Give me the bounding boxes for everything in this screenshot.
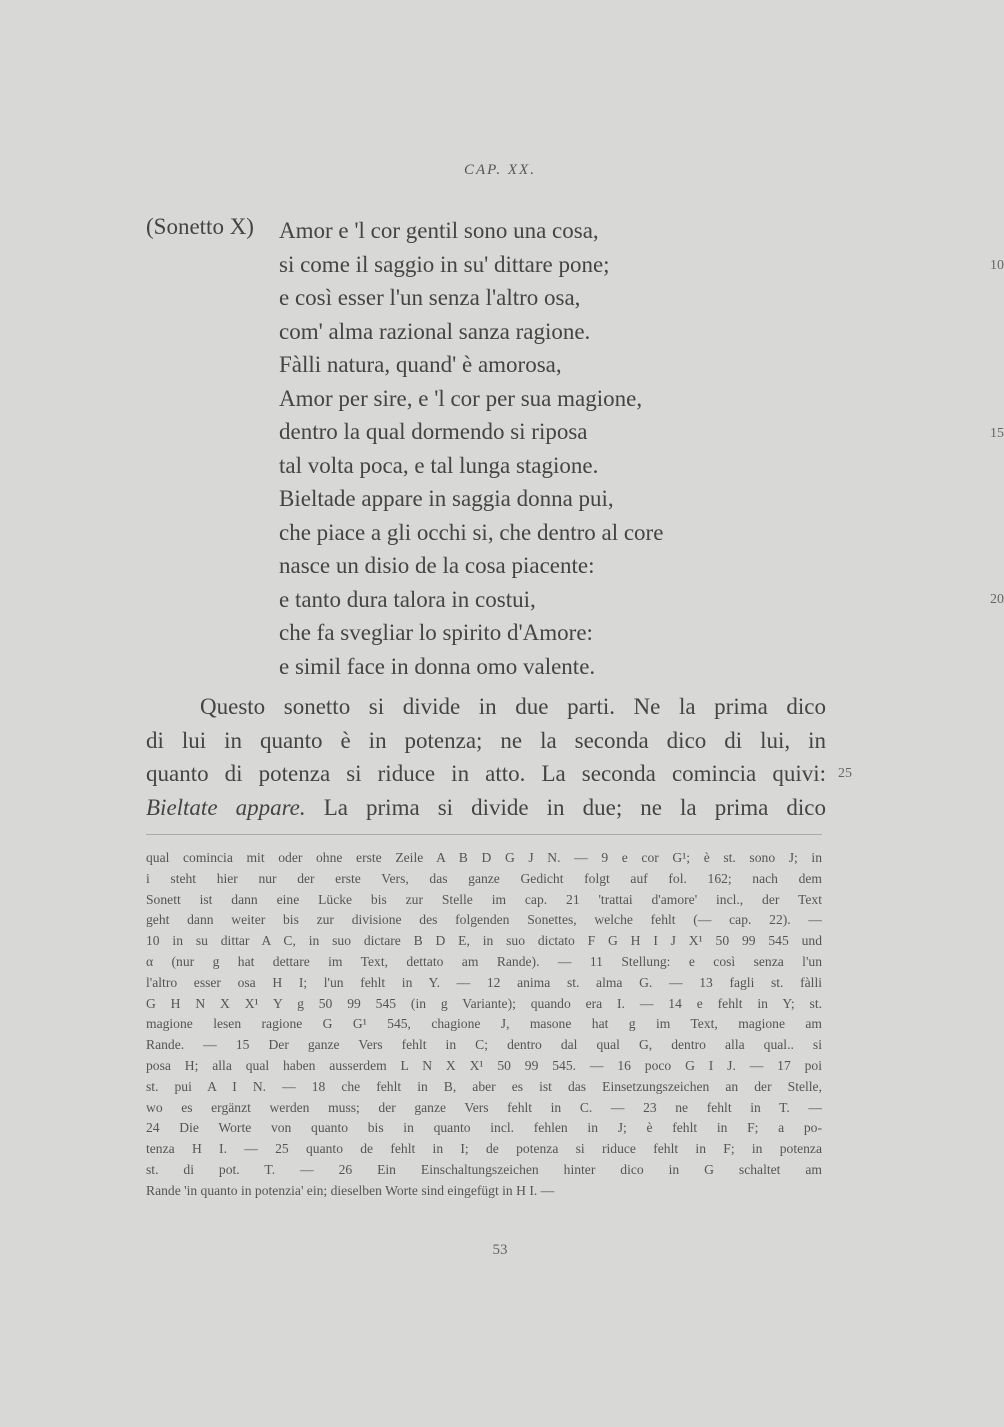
prose-line: Bieltate appare. La prima si divide in due; ne la prima dico — [146, 794, 826, 820]
verse-line: si come il saggio in su' dittare pone; — [279, 251, 610, 277]
verse-line: Amor per sire, e 'l cor per sua magione, — [279, 385, 643, 411]
prose-line: quanto di potenza si riduce in atto. La seconda comincia quivi: — [146, 761, 826, 786]
prose-paragraph — [146, 690, 826, 824]
verse-line: dentro la qual dormendo si riposa — [279, 419, 588, 444]
page-number: 53 — [492, 1242, 508, 1258]
apparatus-line: st. pui A I N. — 18 che fehlt in B, aber es ist das Einsetzungszeichen an der Stelle, — [146, 1078, 822, 1094]
apparatus-line: posa H; alla qual haben ausserdem L N X X¹ 50 99 545. — 16 poco G I J. — 17 poi — [146, 1057, 822, 1073]
apparatus-line: qual comincia mit oder ohne erste Zeile A B D G J N. — 9 e cor G¹; è st. sono J; in — [146, 850, 822, 865]
sonnet-label: (Sonetto X) — [146, 214, 254, 239]
line-number-20: 20 — [990, 592, 1004, 607]
apparatus-line: magione lesen ragione G G¹ 545, chagione J, masone hat g im Text, magione am — [146, 1016, 822, 1032]
verse-line: che piace a gli occhi si, che dentro al core — [279, 519, 664, 545]
verse-line: che fa svegliar lo spirito d'Amore: — [279, 620, 593, 645]
apparatus-line: wo es ergänzt werden muss; der ganze Vers fehlt in C. — 23 ne fehlt in T. — — [146, 1099, 822, 1115]
apparatus-line: i steht hier nur der erste Vers, das ganze Gedicht folgt auf fol. 162; nach dem — [146, 870, 822, 886]
verse-line: e così esser l'un senza l'altro osa, — [279, 285, 581, 310]
verse-line: e simil face in donna omo valente. — [279, 653, 596, 679]
prose-line: Questo sonetto si divide in due parti. Ne la prima dico — [200, 694, 826, 719]
apparatus-line: 10 in su dittar A C, in suo dictare B D E, in suo dictato F G H I J X¹ 50 99 545 und — [146, 933, 822, 949]
chapter-header: CAP. XX. — [464, 162, 536, 178]
apparatus-line: l'altro esser osa H I; l'un fehlt in Y. — 12 anima st. alma G. — 13 fagli st. fàlli — [146, 974, 822, 990]
apparatus-line: geht dann weiter bis zur divisione des folgenden Sonettes, welche fehlt (— cap. 22). — — [146, 912, 822, 928]
line-number-10: 10 — [990, 258, 1004, 273]
line-number-15: 15 — [990, 426, 1004, 441]
apparatus-line: G H N X X¹ Y g 50 99 545 (in g Variante); quando era I. — 14 e fehlt in Y; st. — [146, 995, 822, 1011]
sonnet-lines — [279, 214, 663, 683]
apparatus-line: st. di pot. T. — 26 Ein Einschaltungszeichen hinter dico in G schaltet am — [146, 1161, 822, 1177]
verse-line: nasce un disio de la cosa piacente: — [279, 553, 595, 578]
apparatus-line: tenza H I. — 25 quanto de fehlt in I; de potenza si riduce fehlt in F; in potenza — [146, 1141, 822, 1157]
apparatus-line: α (nur g hat dettare im Text, dettato am Rande). — 11 Stellung: e così senza l'un — [146, 953, 822, 969]
verse-line: Fàlli natura, quand' è amorosa, — [279, 352, 562, 377]
line-number-25: 25 — [838, 766, 852, 781]
apparatus-line: Rande. — 15 Der ganze Vers fehlt in C; dentro dal qual G, dentro alla qual.. si — [146, 1037, 822, 1053]
verse-line: e tanto dura talora in costui, — [279, 586, 536, 612]
apparatus-line: Sonett ist dann eine Lücke bis zur Stelle im cap. 21 'trattai d'amore' incl., der Text — [146, 891, 822, 907]
apparatus-line: 24 Die Worte von quanto bis in quanto incl. fehlen in J; è fehlt in F; a po- — [146, 1120, 822, 1136]
verse-line: Bieltade appare in saggia donna pui, — [279, 486, 614, 511]
verse-line: Amor e 'l cor gentil sono una cosa, — [279, 218, 599, 243]
critical-apparatus — [146, 848, 822, 1202]
apparatus-line: Rande 'in quanto in potenzia' ein; dieselben Worte sind eingefügt in H I. — — [146, 1182, 555, 1198]
verse-line: com' alma razional sanza ragione. — [279, 318, 591, 344]
prose-line: di lui in quanto è in potenza; ne la seconda dico di lui, in — [146, 727, 826, 753]
quoted-incipit: Bieltate appare. — [146, 794, 306, 820]
footnote-divider — [146, 834, 822, 835]
verse-line: tal volta poca, e tal lunga stagione. — [279, 452, 599, 478]
